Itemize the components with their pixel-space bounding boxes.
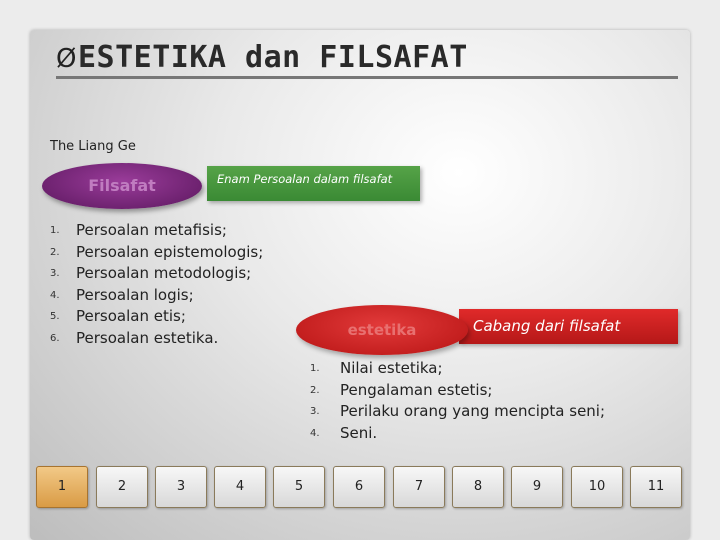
nav-button-11[interactable]: 11 [630, 466, 682, 508]
nav-button-8[interactable]: 8 [452, 466, 504, 508]
nav-button-6[interactable]: 6 [333, 466, 385, 508]
nav-button-2[interactable]: 2 [96, 466, 148, 508]
filsafat-label: Filsafat [88, 176, 156, 195]
slide-navigation [36, 466, 690, 508]
green-callout [207, 166, 420, 201]
nav-button-5[interactable]: 5 [273, 466, 325, 508]
red-callout-text: Cabang dari filsafat [473, 317, 621, 335]
filsafat-ellipse [42, 163, 202, 209]
nav-button-3[interactable]: 3 [155, 466, 207, 508]
nav-button-9[interactable]: 9 [511, 466, 563, 508]
arrow-bullet-icon: Ø [56, 44, 77, 74]
slide-title: ESTETIKA dan FILSAFAT [78, 40, 468, 75]
estetika-ellipse [296, 305, 468, 355]
page: Ø ESTETIKA dan FILSAFAT The Liang Ge Enam Persoalan dalam filsafat Filsafat 1. Persoalan metafisis; 2. Persoalan epistemologis; 3. Persoalan metodologis; 4. Persoalan logis; 5. Persoalan etis; 6. Persoalan estetika. Cabang dari filsafat estetika 1. Nilai estetika; 2. Pengalaman estetis; 3. Perilaku orang yang mencipta seni; 4. Seni. 1 2 3 4 5 6 7 8 9 10 11 [0, 0, 720, 540]
title-underline [56, 76, 678, 79]
red-callout [459, 309, 678, 344]
estetika-label: estetika [347, 321, 417, 339]
nav-button-4[interactable]: 4 [214, 466, 266, 508]
nav-button-10[interactable]: 10 [571, 466, 623, 508]
nav-button-1[interactable]: 1 [36, 466, 88, 508]
nav-button-7[interactable]: 7 [393, 466, 445, 508]
green-callout-text: Enam Persoalan dalam filsafat [217, 172, 393, 186]
author-name: The Liang Ge [50, 139, 136, 154]
